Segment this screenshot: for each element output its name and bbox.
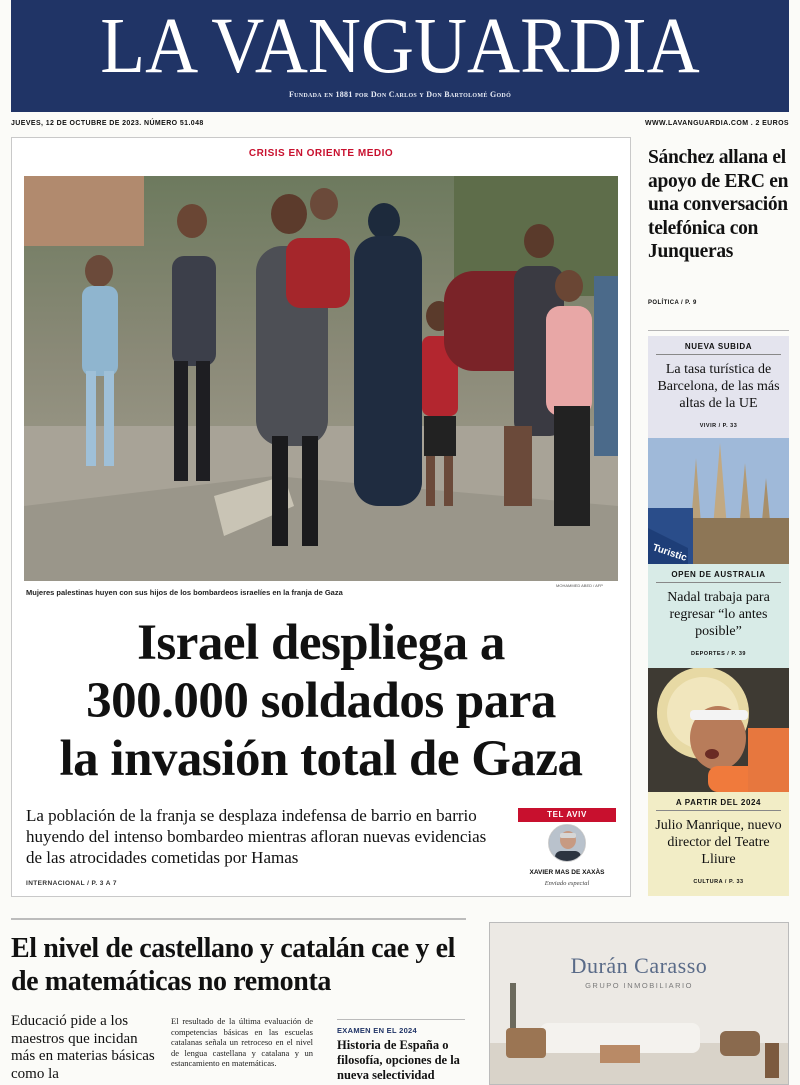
main-section-tag: INTERNACIONAL / P. 3 A 7 — [26, 880, 117, 887]
author-avatar — [548, 824, 586, 862]
box-divider — [656, 582, 781, 583]
bottom-lede: Educació pide a los maestros que incidan más en materias básicas como la — [11, 1013, 155, 1082]
issue-date: JUEVES, 12 DE OCTUBRE DE 2023. NÚMERO 51.048 — [11, 120, 204, 127]
bottom-headline[interactable]: El nivel de castellano y catalán cae y el de matemáticas no remonta — [11, 933, 455, 997]
exam-divider — [337, 1019, 465, 1020]
location-badge: TEL AVIV — [518, 808, 616, 822]
photo-caption: Mujeres palestinas huyen con sus hijos de los bombardeos israelíes en la franja de Gaza — [26, 588, 343, 597]
photo-credit: MOHAMMED ABED / AFP — [556, 583, 603, 588]
box-text: Julio Manrique, nuevo director del Teatre Lliure — [655, 818, 782, 867]
author-role: Enviado especial — [544, 880, 590, 887]
box-text: La tasa turística de Barcelona, de las más altas de la UE — [657, 362, 780, 411]
main-lede: La población de la franja se desplaza indefensa de barrio en barrio huyendo del intenso bombardeo mientras afloran nuevas evidencias de las atrocidades cometidas por Hamas — [26, 806, 487, 867]
sidebar-lead-tag: POLÍTICA / P. 9 — [648, 300, 697, 306]
founded-line: Fundada en 1881 por Don Carlos y Don Bartolomé Godó — [288, 90, 512, 99]
box-text: Nadal trabaja para regresar “lo antes posible” — [667, 590, 770, 639]
sidebar-box-nadal[interactable] — [648, 564, 789, 668]
main-kicker: CRISIS EN ORIENTE MEDIO — [248, 148, 394, 159]
sidebar-box-tourism[interactable] — [648, 336, 789, 438]
exam-kicker: EXAMEN EN EL 2024 — [337, 1026, 417, 1035]
cathedral-illustration — [648, 438, 789, 564]
headline-line: la invasión total de Gaza — [59, 731, 583, 787]
gaza-photo-illustration — [24, 176, 618, 581]
box-divider — [656, 354, 781, 355]
website-price: WWW.LAVANGUARDIA.COM . 2 EUROS — [645, 120, 789, 127]
box-divider — [656, 810, 781, 811]
main-headline[interactable] — [18, 614, 624, 788]
main-photo — [24, 176, 618, 581]
box-kicker: OPEN DE AUSTRALIA — [671, 570, 766, 579]
bus-sign-text: Turistic — [651, 542, 689, 564]
nadal-photo — [648, 668, 789, 792]
ad-brand: Durán Carasso — [570, 953, 708, 978]
bottom-body-text: El resultado de la última evaluación de competencias básicas en las escuelas catalanas señala un retroceso en el nivel de lengua castellana y catalana y un estancamiento en matemáticas. — [171, 1016, 313, 1068]
ad-interior-illustration — [490, 923, 789, 1085]
sidebar-box-manrique[interactable] — [648, 792, 789, 896]
tennis-player-illustration — [648, 668, 789, 792]
headline-line: 300.000 soldados para — [86, 673, 556, 729]
masthead — [11, 0, 789, 112]
box-tag: CULTURA / P. 33 — [693, 879, 744, 885]
sidebar-divider — [648, 330, 789, 331]
bottom-divider — [11, 918, 466, 920]
sagrada-familia-photo — [648, 438, 789, 564]
box-kicker: A PARTIR DEL 2024 — [675, 798, 762, 807]
author-portrait-icon — [549, 825, 586, 862]
headline-line: Israel despliega a — [137, 615, 505, 671]
sidebar-lead-headline[interactable]: Sánchez allana el apoyo de ERC en una conversación telefónica con Junqueras — [648, 147, 789, 262]
newspaper-title: LA VANGUARDIA — [100, 3, 700, 90]
box-kicker: NUEVA SUBIDA — [684, 342, 753, 351]
advertisement[interactable] — [489, 922, 789, 1085]
box-tag: VIVIR / P. 33 — [699, 423, 738, 429]
ad-subtitle: GRUPO INMOBILIARIO — [585, 981, 693, 990]
main-story — [11, 137, 631, 897]
box-tag: DEPORTES / P. 39 — [691, 651, 746, 657]
author-name: XAVIER MAS DE XAXÀS — [529, 869, 605, 876]
dateline — [11, 120, 789, 132]
exam-headline[interactable]: Historia de España o filosofía, opciones de la nueva selectividad — [337, 1038, 460, 1082]
